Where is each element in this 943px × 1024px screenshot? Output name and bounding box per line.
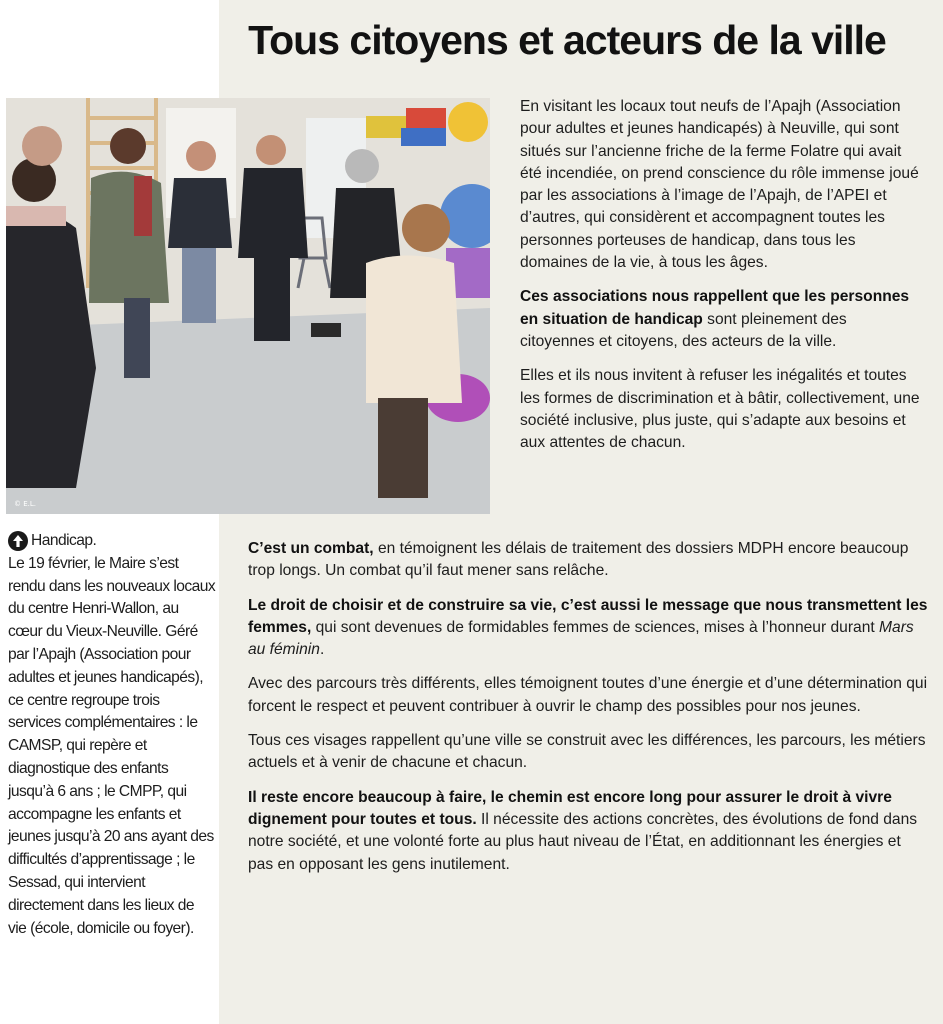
paragraph-parcours: Avec des parcours très différents, elles témoignent toutes d’une énergie et d’une détermination qui forcent le respect et peuvent contribuer à ouvrir le champ des possibles pour nos jeunes.	[248, 675, 928, 715]
paragraph-women: Le droit de choisir et de construire sa vie, c’est aussi le message que nous transmettent les femmes, qui sont devenues de formidables femmes de sciences, mises à l’honneur durant Mars au féminin.	[248, 596, 928, 659]
article-column-right	[520, 96, 920, 466]
visit-scene-illustration	[6, 98, 490, 514]
paragraph-associations: Ces associations nous rappellent que les personnes en situation de handicap sont pleinement des citoyennes et citoyens, des acteurs de la ville.	[520, 288, 910, 350]
photo-credit: © E.L.	[14, 500, 36, 508]
paragraph-conclusion: Il reste encore beaucoup à faire, le chemin est encore long pour assurer le droit à vivre dignement pour toutes et tous. Il nécessite des actions concrètes, des évolutions de fond dans notre société, et une volonté forte au plus haut niveau de l’État, en additionnant les énergies et pas en opposant les gens inutilement.	[248, 788, 918, 873]
article-title: Tous citoyens et acteurs de la ville	[248, 17, 886, 63]
article-photo	[6, 98, 490, 514]
photo-caption	[8, 530, 216, 940]
paragraph-intro: En visitant les locaux tout neufs de l’Apajh (Association pour adultes et jeunes handicapés) à Neuville, qui sont situés sur l’ancienne friche de la ferme Folatre qui avait été incendiée, on prend conscience du rôle immense joué par les associations à l’image de l’Apajh, de l’APEI et d’autres, qui considèrent et accompagnent toutes les personnes porteuses de handicap, dans tous les domaines de la vie, à tous les âges.	[520, 98, 919, 272]
arrow-up-circle-icon	[8, 531, 28, 551]
caption-text: Le 19 février, le Maire s’est rendu dans les nouveaux locaux du centre Henri-Wallon, au cœur du Vieux-Neuville. Géré par l’Apajh (Association pour adultes et jeunes handicapés), ce centre regroupe trois services complémentaires : le CAMSP, qui repère et diagnostique des enfants jusqu’à 6 ans ; le CMPP, qui accompagne les enfants et jeunes jusqu’à 20 ans ayant des difficultés d’apprentissage ; le Sessad, qui intervient directement dans les lieux de vie (école, domicile ou foyer).	[8, 554, 216, 937]
caption-heading-text: Handicap.	[31, 532, 97, 549]
paragraph-visages: Tous ces visages rappellent qu’une ville se construit avec les différences, les parcours, les métiers actuels et à venir de chacune et chacun.	[248, 732, 926, 772]
article-column-wide	[248, 538, 928, 888]
paragraph-combat: C’est un combat, en témoignent les délais de traitement des dossiers MDPH encore beaucoup trop longs. Un combat qu’il faut mener sans relâche.	[248, 540, 909, 580]
caption-heading	[8, 530, 216, 553]
paragraph-inclusion: Elles et ils nous invitent à refuser les inégalités et toutes les formes de discrimination et à bâtir, collectivement, une société inclusive, plus juste, qui s’adapte aux besoins et aux attentes de chacun.	[520, 367, 920, 452]
